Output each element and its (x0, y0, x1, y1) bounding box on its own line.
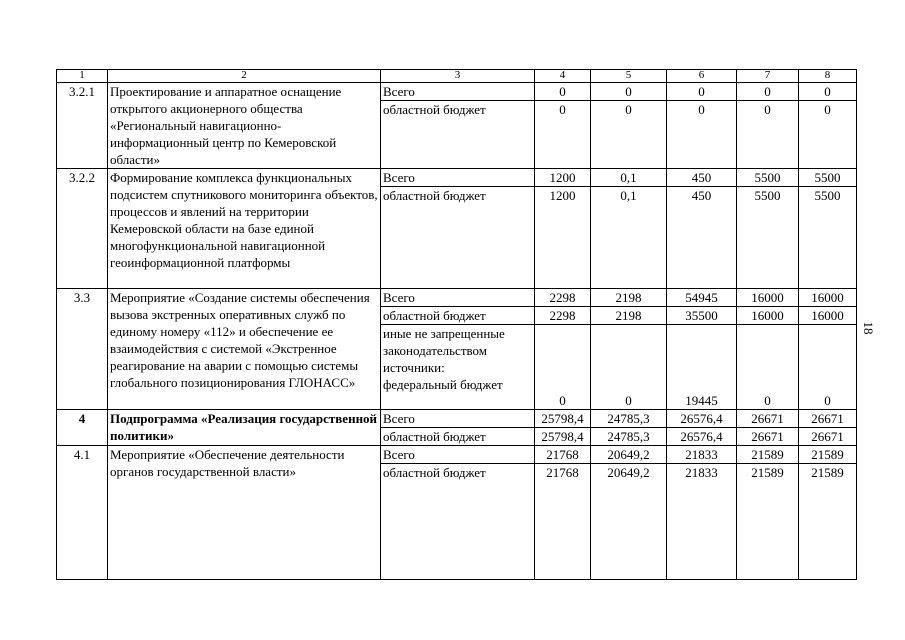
value-cell: 35500 (667, 307, 737, 325)
col-header: 7 (737, 70, 799, 83)
row-title: Мероприятие «Обеспечение деятельности органов государственной власти» (108, 446, 381, 580)
value-cell: 25798,4 (535, 428, 591, 446)
row-title: Подпрограмма «Реализация государственной политики» (108, 410, 381, 446)
value-cell: 24785,3 (591, 410, 667, 428)
value-cell: 0 (667, 101, 737, 169)
value-cell: 21833 (667, 464, 737, 580)
value-cell: 21589 (737, 464, 799, 580)
col-header: 1 (57, 70, 108, 83)
value-cell: 2298 (535, 307, 591, 325)
value-cell: 21768 (535, 446, 591, 464)
federal-budget-label: федеральный бюджет (383, 377, 503, 392)
row-number: 4.1 (57, 446, 108, 580)
table-row (57, 446, 857, 464)
table-row (57, 410, 857, 428)
col-header: 5 (591, 70, 667, 83)
value-cell: 16000 (737, 289, 799, 307)
value-cell: 0 (591, 325, 667, 410)
table-row (57, 169, 857, 187)
table-row (57, 289, 857, 307)
value-cell: 0 (737, 83, 799, 101)
source-label: областной бюджет (381, 428, 535, 446)
value-cell: 21589 (799, 446, 857, 464)
value-cell: 26671 (737, 428, 799, 446)
value-cell: 450 (667, 169, 737, 187)
value-cell: 0,1 (591, 169, 667, 187)
value-cell: 2198 (591, 307, 667, 325)
value-cell: 0 (799, 101, 857, 169)
value-cell: 2198 (591, 289, 667, 307)
other-sources-label: иные не запрещенные законодательством источники: (383, 326, 505, 375)
source-label: областной бюджет (381, 101, 535, 169)
row-title: Мероприятие «Создание системы обеспечения вызова экстренных оперативных служб по единому номеру «112» и обеспечение ее взаимодействия с системой «Экстренное реагирование на аварии с помощью системы глобального позиционирования ГЛОНАСС» (108, 289, 381, 410)
source-label (381, 325, 535, 410)
value-cell: 450 (667, 187, 737, 289)
value-cell: 5500 (737, 187, 799, 289)
value-cell: 16000 (799, 307, 857, 325)
value-cell: 26576,4 (667, 428, 737, 446)
col-header: 4 (535, 70, 591, 83)
source-label: областной бюджет (381, 187, 535, 289)
row-number: 3.2.1 (57, 83, 108, 169)
source-label: Всего (381, 83, 535, 101)
table-header-row (57, 70, 857, 83)
value-cell: 0 (535, 83, 591, 101)
source-label: Всего (381, 289, 535, 307)
row-number: 3.2.2 (57, 169, 108, 289)
value-cell: 20649,2 (591, 464, 667, 580)
value-cell: 26576,4 (667, 410, 737, 428)
value-cell: 0 (799, 325, 857, 410)
source-label: Всего (381, 410, 535, 428)
value-cell: 0 (591, 101, 667, 169)
value-cell: 1200 (535, 169, 591, 187)
source-label: областной бюджет (381, 464, 535, 580)
row-number: 3.3 (57, 289, 108, 410)
value-cell: 26671 (799, 410, 857, 428)
col-header: 3 (381, 70, 535, 83)
value-cell: 0 (535, 325, 591, 410)
value-cell: 26671 (799, 428, 857, 446)
value-cell: 21589 (737, 446, 799, 464)
source-label: областной бюджет (381, 307, 535, 325)
value-cell: 1200 (535, 187, 591, 289)
value-cell: 0 (667, 83, 737, 101)
value-cell: 16000 (799, 289, 857, 307)
budget-table (56, 69, 857, 580)
value-cell: 0 (535, 101, 591, 169)
source-label: Всего (381, 446, 535, 464)
value-cell: 20649,2 (591, 446, 667, 464)
value-cell: 0 (591, 83, 667, 101)
value-cell: 21833 (667, 446, 737, 464)
value-cell: 54945 (667, 289, 737, 307)
value-cell: 2298 (535, 289, 591, 307)
value-cell: 24785,3 (591, 428, 667, 446)
value-cell: 0 (737, 325, 799, 410)
value-cell: 0,1 (591, 187, 667, 289)
value-cell: 25798,4 (535, 410, 591, 428)
value-cell: 21768 (535, 464, 591, 580)
value-cell: 5500 (737, 169, 799, 187)
value-cell: 0 (799, 83, 857, 101)
value-cell: 16000 (737, 307, 799, 325)
row-title: Формирование комплекса функциональных подсистем спутникового мониторинга объектов, процессов и явлений на территории Кемеровской области на базе единой многофункциональной навигационной геоинформационной платформы (108, 169, 381, 289)
page-number: 18 (861, 321, 876, 335)
value-cell: 21589 (799, 464, 857, 580)
row-title: Проектирование и аппаратное оснащение открытого акционерного общества «Региональный навигационно-информационный центр по Кемеровской области» (108, 83, 381, 169)
col-header: 6 (667, 70, 737, 83)
value-cell: 5500 (799, 187, 857, 289)
table-row (57, 83, 857, 101)
col-header: 8 (799, 70, 857, 83)
value-cell: 5500 (799, 169, 857, 187)
row-number: 4 (57, 410, 108, 446)
col-header: 2 (108, 70, 381, 83)
value-cell: 19445 (667, 325, 737, 410)
source-label: Всего (381, 169, 535, 187)
value-cell: 26671 (737, 410, 799, 428)
value-cell: 0 (737, 101, 799, 169)
